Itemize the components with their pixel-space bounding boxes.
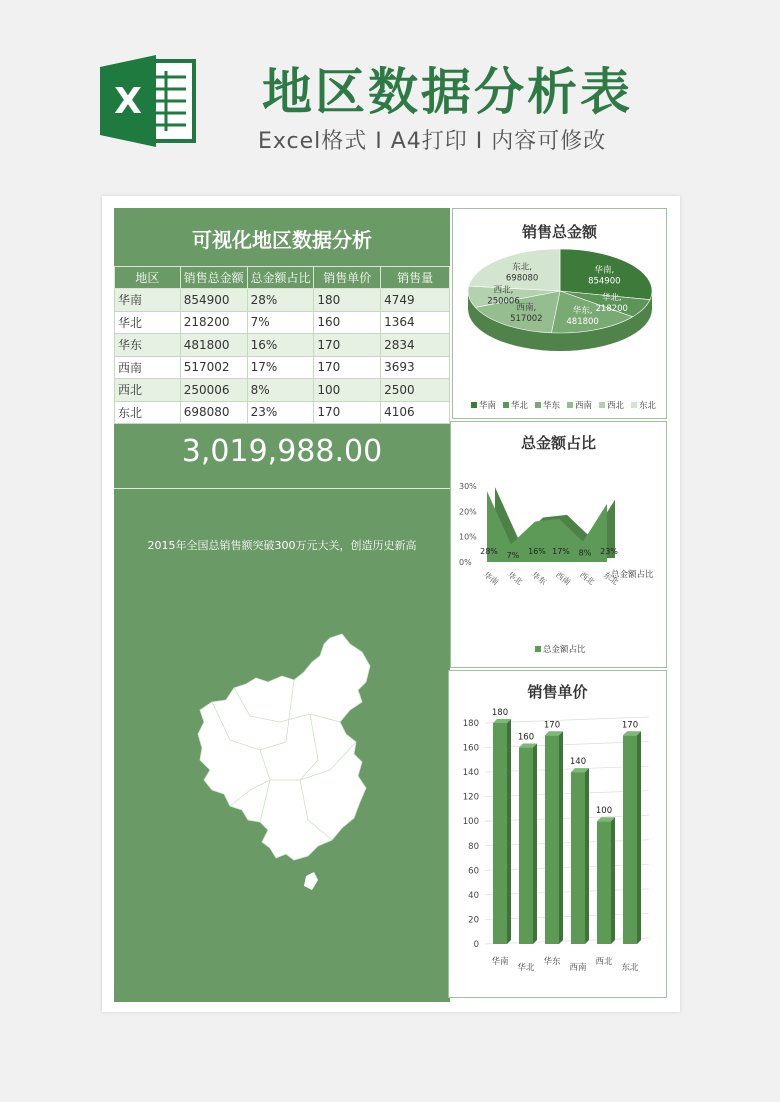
pie-value-label: 517002 [510, 314, 543, 325]
y-tick-label: 100 [462, 817, 479, 828]
bar-side [533, 744, 537, 944]
table-cell: 东北 [115, 401, 181, 424]
bar-side [507, 719, 511, 944]
table-row [115, 289, 450, 312]
sales-note: 2015年全国总销售额突破300万元大关，创造历史新高 [147, 539, 417, 552]
y-tick-label: 120 [462, 792, 479, 803]
data-table [114, 266, 450, 424]
bar-chart-panel [448, 670, 667, 998]
bar [493, 723, 507, 944]
column-header: 销售量 [381, 267, 450, 289]
table-cell: 481800 [180, 334, 247, 357]
data-label: 16% [528, 547, 546, 556]
y-tick-label: 160 [462, 743, 479, 754]
x-tick-label: 华东 [529, 570, 549, 587]
data-label: 160 [517, 732, 535, 743]
data-label: 140 [569, 757, 587, 768]
table-cell: 2500 [381, 379, 450, 402]
data-label: 23% [600, 547, 618, 556]
pie-value-label: 481800 [566, 316, 599, 327]
x-tick-label: 华北 [505, 570, 525, 587]
column-header: 总金额占比 [247, 267, 314, 289]
table-cell: 517002 [180, 356, 247, 379]
pie-label: 东北, [512, 262, 532, 273]
table-cell: 170 [314, 356, 381, 379]
data-label: 7% [506, 551, 520, 560]
table-cell: 华南 [115, 289, 181, 312]
pie-label: 西南, [516, 303, 537, 314]
table-cell: 23% [247, 401, 314, 424]
page-subtitle: Excel格式 I A4打印 I 内容可修改 [258, 129, 607, 154]
table-row [115, 401, 450, 424]
table-cell: 100 [314, 379, 381, 402]
x-tick-label: 西北 [595, 957, 613, 967]
x-tick-label: 华北 [517, 963, 535, 973]
y-tick-label: 20 [468, 915, 479, 926]
left-panel-title: 可视化地区数据分析 [192, 228, 372, 252]
pie-value-label: 218200 [595, 303, 628, 314]
pie-label: 华东, [572, 305, 593, 316]
column-header: 销售单价 [314, 267, 381, 289]
x-tick-label: 东北 [621, 963, 639, 973]
legend-swatch [503, 402, 509, 408]
divider [114, 488, 450, 489]
logo-letter: X [114, 81, 142, 122]
y-tick-label: 20% [459, 507, 477, 517]
x-tick-label: 西南 [553, 570, 573, 587]
page-title: 地区数据分析表 [262, 63, 633, 121]
y-tick-label: 140 [462, 768, 479, 779]
table-cell: 170 [314, 334, 381, 357]
data-label: 17% [552, 547, 570, 556]
data-label: 100 [595, 806, 613, 817]
bar [545, 735, 559, 944]
table-cell: 4749 [381, 289, 450, 312]
data-label: 8% [578, 548, 592, 558]
x-tick-label: 西北 [577, 570, 597, 587]
pie-value-label: 698080 [505, 273, 539, 284]
china-map-icon [190, 630, 380, 895]
table-row [115, 311, 450, 334]
column-header: 地区 [115, 267, 181, 289]
chart-title: 销售单价 [527, 683, 588, 701]
y-tick-label: 80 [468, 841, 479, 852]
legend-label: 总金额占比 [543, 645, 586, 655]
column-header: 销售总金额 [180, 267, 247, 289]
total-sales: 3,019,988.00 [181, 434, 383, 469]
legend-swatch [599, 402, 605, 408]
data-label: 180 [491, 708, 509, 718]
table-cell: 170 [314, 401, 381, 424]
data-label: 28% [480, 547, 498, 556]
pie-label: 华北, [601, 292, 622, 303]
bar-side [611, 817, 615, 944]
table-row [115, 379, 450, 402]
table-cell: 华东 [115, 334, 181, 357]
pie-value-label: 854900 [588, 276, 621, 287]
bar-side [637, 731, 641, 944]
legend-swatch [631, 402, 637, 408]
bar-side [585, 768, 589, 944]
table-row [115, 356, 450, 379]
y-tick-label: 10% [459, 532, 477, 542]
table-cell: 218200 [180, 311, 247, 334]
y-tick-label: 0 [473, 940, 479, 950]
legend-label: 华南 [479, 401, 497, 411]
bar [597, 821, 611, 944]
legend-label: 西北 [607, 401, 625, 411]
table-cell: 4106 [381, 401, 450, 424]
table-header-row [115, 267, 450, 289]
area-chart-panel [450, 421, 667, 668]
table-row [115, 334, 450, 357]
table-cell: 160 [314, 311, 381, 334]
pie-chart-panel [452, 208, 667, 419]
bar [519, 748, 533, 944]
legend-label: 东北 [639, 401, 657, 411]
data-label: 170 [621, 720, 639, 731]
table-cell: 7% [247, 311, 314, 334]
y-tick-label: 30% [459, 482, 477, 491]
y-tick-label: 0% [459, 558, 472, 567]
table-cell: 250006 [180, 379, 247, 402]
x-tick-label: 华南 [481, 570, 501, 587]
y-tick-label: 60 [468, 866, 479, 877]
table-cell: 2834 [381, 334, 450, 357]
bar [571, 772, 585, 944]
pie-label: 华南, [594, 265, 615, 276]
legend-swatch [471, 402, 477, 408]
table-cell: 3693 [381, 356, 450, 379]
excel-logo-icon [100, 55, 200, 147]
x-tick-label: 东北 [601, 570, 621, 587]
table-cell: 1364 [381, 311, 450, 334]
legend-swatch [535, 646, 541, 652]
legend-label: 华北 [511, 401, 529, 411]
table-cell: 西北 [115, 379, 181, 402]
x-tick-label: 华东 [543, 957, 561, 967]
table-cell: 698080 [180, 401, 247, 424]
pie-value-label: 250006 [487, 296, 520, 307]
data-label: 170 [543, 720, 561, 731]
legend-swatch [535, 402, 541, 408]
chart-title: 销售总金额 [521, 223, 597, 241]
x-tick-label: 西南 [569, 963, 587, 973]
table-cell: 180 [314, 289, 381, 312]
pie-chart [453, 209, 668, 420]
table-cell: 854900 [180, 289, 247, 312]
table-cell: 西南 [115, 356, 181, 379]
table-cell: 华北 [115, 311, 181, 334]
pie-label: 西北, [493, 285, 514, 296]
bar-side [559, 731, 563, 944]
chart-title: 总金额占比 [520, 434, 596, 452]
legend-label: 华东 [543, 401, 561, 411]
y-tick-label: 40 [468, 890, 479, 901]
area-chart [451, 422, 668, 669]
bar-chart [449, 671, 668, 999]
table-cell: 16% [247, 334, 314, 357]
table-cell: 17% [247, 356, 314, 379]
table-cell: 8% [247, 379, 314, 402]
x-tick-label: 华南 [491, 957, 509, 967]
legend-label: 西南 [575, 401, 593, 411]
table-cell: 28% [247, 289, 314, 312]
bar [623, 735, 637, 944]
legend-swatch [567, 402, 573, 408]
series-label: 总金额占比 [611, 570, 654, 580]
y-tick-label: 180 [462, 719, 479, 729]
